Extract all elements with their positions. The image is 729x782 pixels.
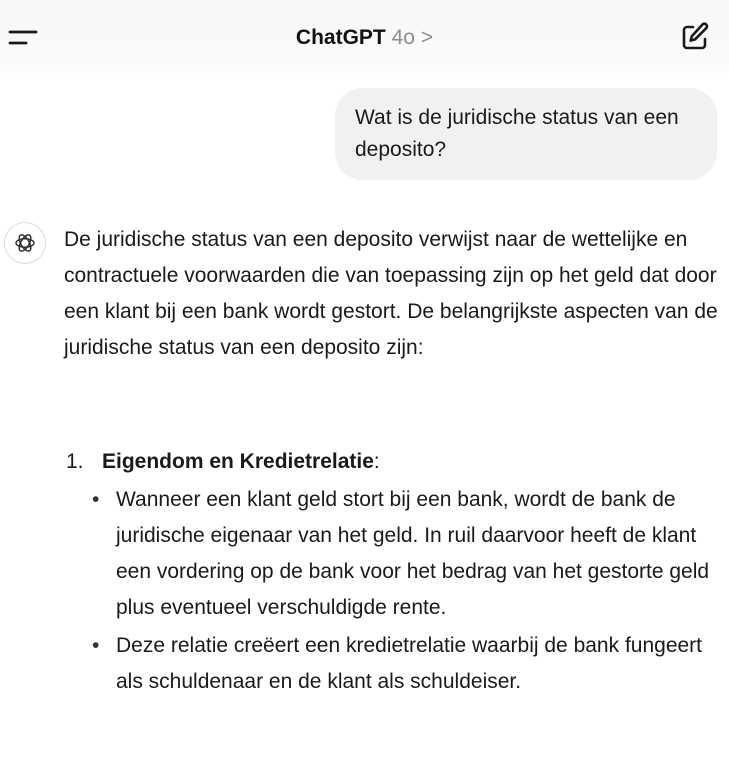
assistant-intro: De juridische status van een deposito verwijst naar de wettelijke en contractuele voorwaarden die van toepassing zijn op het geld dat door een klant bij een bank wordt gestort. De belangrijkste aspecten van de juridische status van een deposito zijn: bbox=[64, 228, 718, 359]
list-title: Eigendom en Kredietrelatie bbox=[102, 450, 374, 473]
app-title: ChatGPT bbox=[295, 26, 386, 49]
list-title-suffix: : bbox=[373, 450, 380, 473]
user-message-text: Wat is de juridische status van een deposito? bbox=[355, 106, 679, 161]
assistant-message bbox=[64, 222, 724, 366]
list-number: 1. bbox=[66, 450, 84, 473]
openai-logo-icon bbox=[4, 222, 46, 264]
bullet-text: Wanneer een klant geld stort bij een bank, wordt de bank de juridische eigenaar van het geld. In ruil daarvoor heeft de klant een vordering op de bank voor het bedrag van het gestorte geld plus eventueel verschuldigde rente. bbox=[116, 488, 710, 619]
model-label: 4o bbox=[391, 26, 415, 49]
bullet-dot-icon: • bbox=[92, 488, 100, 511]
list-bullet bbox=[64, 482, 724, 626]
model-selector[interactable] bbox=[0, 24, 729, 52]
bullet-dot-icon: • bbox=[92, 634, 100, 657]
list-bullet bbox=[64, 628, 724, 700]
user-message-bubble bbox=[335, 88, 717, 180]
chat-header bbox=[0, 0, 729, 82]
assistant-list bbox=[64, 444, 724, 700]
new-chat-icon[interactable] bbox=[678, 20, 712, 54]
bullet-text: Deze relatie creëert een kredietrelatie waarbij de bank fungeert als schuldenaar en de klant als schuldeiser. bbox=[116, 634, 703, 693]
list-item bbox=[64, 444, 724, 480]
chevron-right-icon: > bbox=[420, 26, 434, 49]
